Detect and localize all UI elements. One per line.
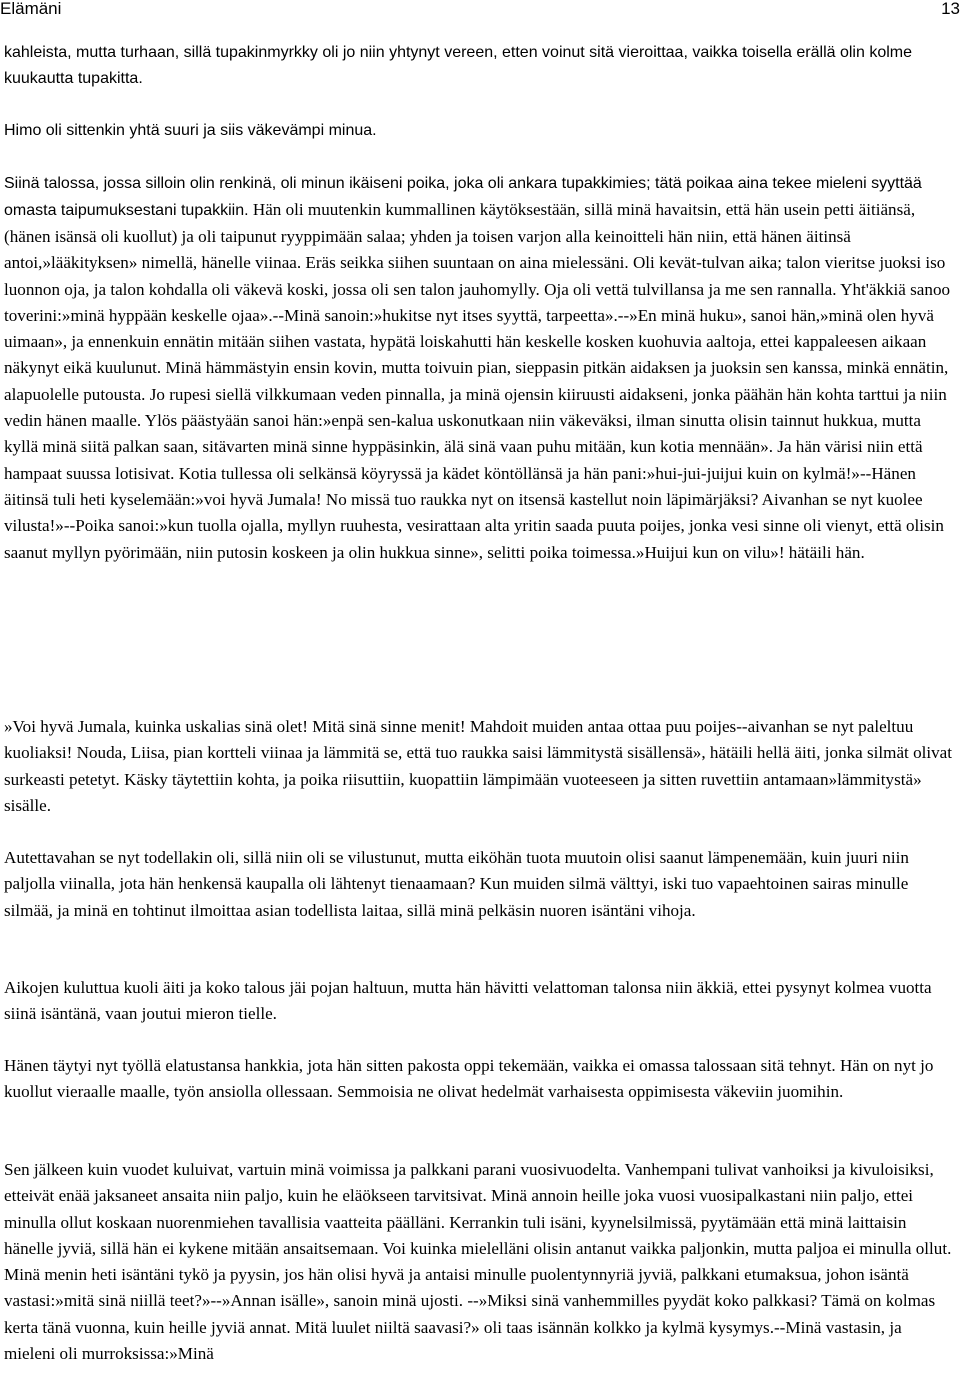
paragraph-3-serif-part: Hän oli muutenkin kummallinen käytöksestään, sillä minä havaitsin, että hän usein petti äitiänsä, (hänen isänsä oli kuollut) ja oli taipunut ryyppimään salaa; yhden ja toisen varjon alla keinoitteli hän niin, että hänen äitinsä antoi,»lääkityksen» nimellä, hänelle viinaa. Eräs seikka siihen suuntaan on aina mielessäni. Oli kevät-tulvan aika; talon vieritse juoksi iso luonnon oja, ja talon kohdalla oli väkevä koski, jossa oli sen talon jauhomylly. Oja oli vettä tulvillansa ja me sen rannalla. Yht'äkkiä sanoo toverini:»minä hyppään keskelle ojaa».--Minä sanoin:»hukitse nyt itses syyttä, tarpeetta».--»En minä huku», sanoi hän,»minä olen hyvä uimaan», ja ennenkuin ennätin mitään siihen vastata, hypätä loiskahutti hän keskelle kosken kuohuvia aaltoja, ettei kappaleesen aikaan näkynyt eikä kuulunut. Minä hämmästyin ensin kovin, mutta toivuin pian, sieppasin pitkän aidaksen ja juoksin sen kanssa, minkä ennätin, alapuolelle putousta. Jo rupesi siellä vilkkumaan veden pinnalla, ja minä ojensin kiiruusti aidakseni, jonka päähän hän kohta tarttui ja niin vedin hänen maalle. Ylös päästyään sanoi hän:»enpä sen-kalua uskonutkaan niin väkeväksi, ilman sinutta olisin tainnut hukkua, mutta kyllä minä siitä palkan saan, sitävarten minä sinne hyppäsinkin, älä sinä vaan puhu mitään, kun kotia mennään». Ja hän värisi niin että hampaat suussa lotisivat. Kotia tullessa oli selkänsä köyryssä ja kädet köntöllänsä ja hän pani:»hui-jui-juijui kuin on kylmä!»--Hänen äitinsä tuli heti kyselemään:»voi hyvä Jumala! No missä tuo raukka nyt on itsensä kastellut noin läpimärjäksi? Aivanhan se nyt kuolee vilusta!»--Poika sanoi:»kun tuolla ojalla, myllyn ruuhesta, vesirattaan alta yritin saada puuta poijes, jonka vesi sinne oli vienyt, että olisin saanut myllyn pyörimään, niin putosin koskeen ja olin hukkua sinne», selitti poika toimessa.»Huijui kun on vilu»! hätäili hän. xyxy=(4,200,951,562)
paragraph-2: Himo oli sittenkin yhtä suuri ja siis väkevämpi minua. xyxy=(4,122,377,139)
page-number: 13 xyxy=(941,0,960,18)
paragraph-3-sans-part: Siinä talossa, jossa silloin olin renkinä, oli minun ikäiseni poika, joka oli ankara tupakkimies; tätä poikaa aina tekee mieleni syyttää omasta taipumuksestani tupakkiin. xyxy=(4,175,922,219)
page-header xyxy=(0,0,960,22)
paragraph-3 xyxy=(4,170,956,566)
paragraph-5: Autettavahan se nyt todellakin oli, sillä niin oli se vilustunut, mutta eiköhän tuota muutoin olisi saanut lämpenemään, kuin juuri niin paljolla viinalla, jota hän henkensä kaupalla oli lähtenyt tienaamaan? Kun muiden silmä välttyi, iski tuo vapaehtoinen sairas minulle silmää, ja minä en tohtinut ilmoittaa asian todellista laitaa, sillä minä pelkäsin nuoren isäntäni vihoja. xyxy=(4,848,909,920)
paragraph-6: Aikojen kuluttua kuoli äiti ja koko talous jäi pojan haltuun, mutta hän hävitti velattoman talonsa niin äkkiä, ettei pysynyt kolmea vuotta siinä isäntänä, vaan joutui mieron tielle. xyxy=(4,978,932,1024)
paragraph-8: Sen jälkeen kuin vuodet kuluivat, vartuin minä voimissa ja palkkani parani vuosivuodelta. Vanhempani tulivat vanhoiksi ja kivuloisiksi, etteivät enää jaksaneet ansaita niin paljo, kuin he eläökseen tarvitsivat. Minä annoin heille joka vuosi vuosipalkastani niin paljo, ettei minulla ollut koskaan nuorenmiehen tavallisia vaatteita päälläni. Kerrankin tuli isäni, kyynelsilmissä, pyytämään että minä laittaisin hänelle jyviä, sillä hän ei kykene mitään ansaitsemaan. Voi kuinka mielelläni olisin antanut vaikka paljonkin, mutta paljoa ei minulla ollut. Minä menin heti isäntäni tykö ja pyysin, jos hän olisi hyvä ja antaisi minulle puolentynnyriä jyviä, palkkani etumaksua, johon isäntä vastasi:»mitä sinä niillä teet?»--»Annan isälle», sanoin minä ujosti. --»Miksi sinä vanhemmilles pyydät koko palkkasi? Tämä on kolmas kerta tänä vuonna, kuin heille jyviä annat. Mitä luulet niiltä saavasi?» oli taas isännän kolkko ja kylmä kysymys.--Minä vastasin, ja mieleni oli murroksissa:»Minä xyxy=(4,1160,952,1364)
paragraph-4: »Voi hyvä Jumala, kuinka uskalias sinä olet! Mitä sinä sinne menit! Mahdoit muiden antaa ottaa puu poijes--aivanhan se nyt paleltuu kuoliaksi! Nouda, Liisa, pian kortteli viinaa ja lämmitä se, että tuo raukka saisi lämmitystä sisällensä», hätäili hellä äiti, jonka silmät olivat surkeasti petetyt. Käsky täytettiin kohta, ja poika riisuttiin, kuopattiin lämpimään vuoteeseen ja sitten ruvettiin antamaan»lämmitystä» sisälle. xyxy=(4,717,953,815)
running-title: Elämäni xyxy=(0,0,62,18)
paragraph-7: Hänen täytyi nyt työllä elatustansa hankkia, jota hän sitten pakosta oppi tekemään, vaikka ei omassa talossaan sitä tehnyt. Hän on nyt jo kuollut vieraalle maalle, työn ansiolla ollessaan. Semmoisia ne olivat hedelmät varhaisesta oppimisesta väkeviin juomihin. xyxy=(4,1056,934,1102)
paragraph-1: kahleista, mutta turhaan, sillä tupakinmyrkky oli jo niin yhtynyt vereen, etten voinut sitä vieroittaa, vaikka toisella erällä olin kolme kuukautta tupakitta. xyxy=(4,44,912,87)
